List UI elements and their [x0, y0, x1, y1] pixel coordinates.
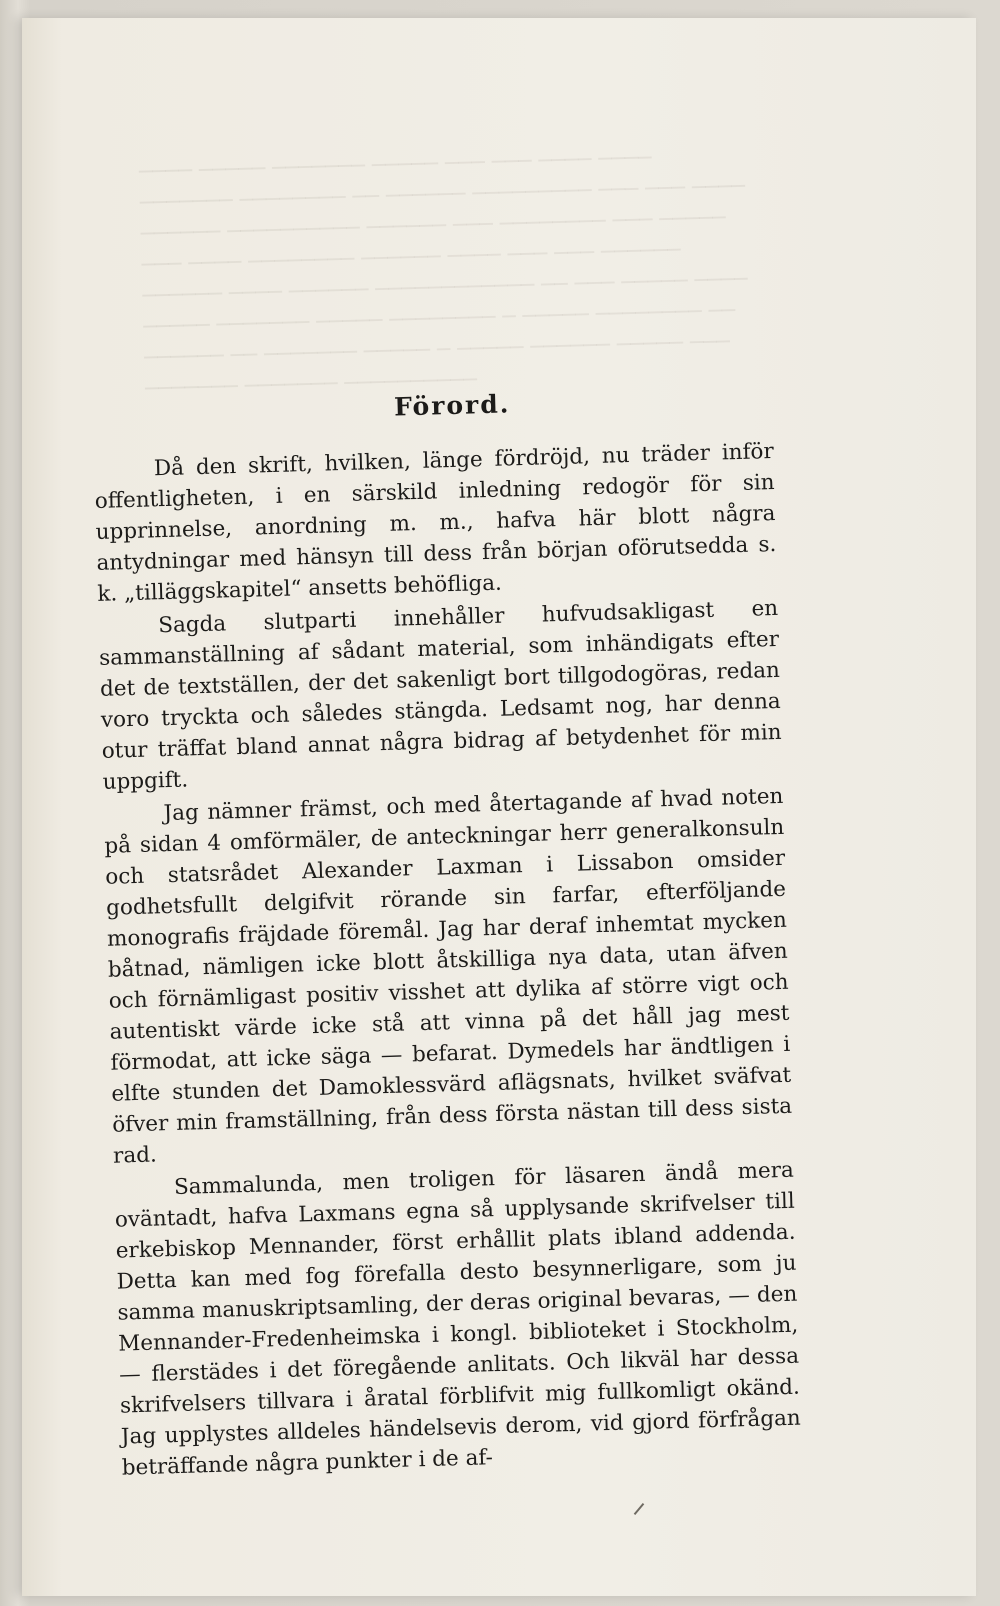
preface-text	[92, 381, 802, 1484]
paragraph-4: Sammalunda, men troligen för läsaren ändå mera oväntadt, hafva Laxmans egna så upplysande skrifvelser till erkebiskop Mennander, först erhållit plats ibland addenda. Detta kan med fog förefalla desto besynnerligare, som ju samma manuskriptsamling, der deras original bevaras, — den Mennander-Fredenheimska i kongl. biblioteket i Stockholm, — flerstädes i det föregående anlitats. Och likväl har dessa skrifvelsers tillvara i åratal förblifvit mig fullkomligt okänd. Jag upplystes alldeles händelsevis derom, vid gjord förfrågan beträffande några punkter i de af-	[114, 1157, 802, 1481]
paragraph-1: Då den skrift, hvilken, länge fördröjd, nu träder inför offentligheten, i en särskild inledning redogör för sin upprinnelse, anordning m. m., hafva här blott några antydningar med hänsyn till dess från början oförutsedda s. k. „tilläggskapitel“ ansetts behöfliga.	[94, 438, 777, 607]
paragraph-3: Jag nämner främst, och med återtagande af hvad noten på sidan 4 omförmäler, de anteckningar herr generalkonsuln och statsrådet Alexander Laxman i Lissabon omsider godhetsfullt delgifvit rörande sin farfar, efterföljande monografis fräjdade föremål. Jag har deraf inhemtat mycken båtnad, nämligen icke blott åtskilliga nya data, utan äfven och förnämligast positiv visshet att dylika af större vigt och autentiskt värde icke stå att vinna på det håll jag mest förmodat, att icke säga — befarat. Dymedels har ändtligen i elfte stunden det Damoklessvärd aflägsnats, hvilket sväfvat öfver min framställning, från dess första nästan till dess sista rad.	[104, 783, 793, 1169]
show-through-text: ──── ───── ─────── ───── ─── ─── ──── ──── ─────── ──────── ── ────── ───────── ─── ─── ──── ────── ────────── ────── ─── ──────── ─── ───── ─── ──── ──────── ────── ──── ─── ─── ────── ────── ──── ────── ──────────── ── ─── ───── ──── ───── ─────── ───── ──────── ─ ───── ──────── ── ────── ── ─────── ───── ─ ───── ────── ───── ─── ─────── ─────── ──────────	[138, 145, 748, 403]
pencil-mark	[634, 1503, 645, 1515]
book-page	[22, 18, 976, 1596]
paragraph-2: Sagda slutparti innehåller hufvudsakligast en sammanställning af sådant material, som inhändigats efter det de textställen, der det sakenligt bort tillgodogöras, redan voro tryckta och således stängda. Ledsamt nog, har denna otur träffat bland annat några bidrag af betydenhet för min uppgift.	[98, 595, 782, 795]
page-title: Förord.	[393, 389, 511, 422]
